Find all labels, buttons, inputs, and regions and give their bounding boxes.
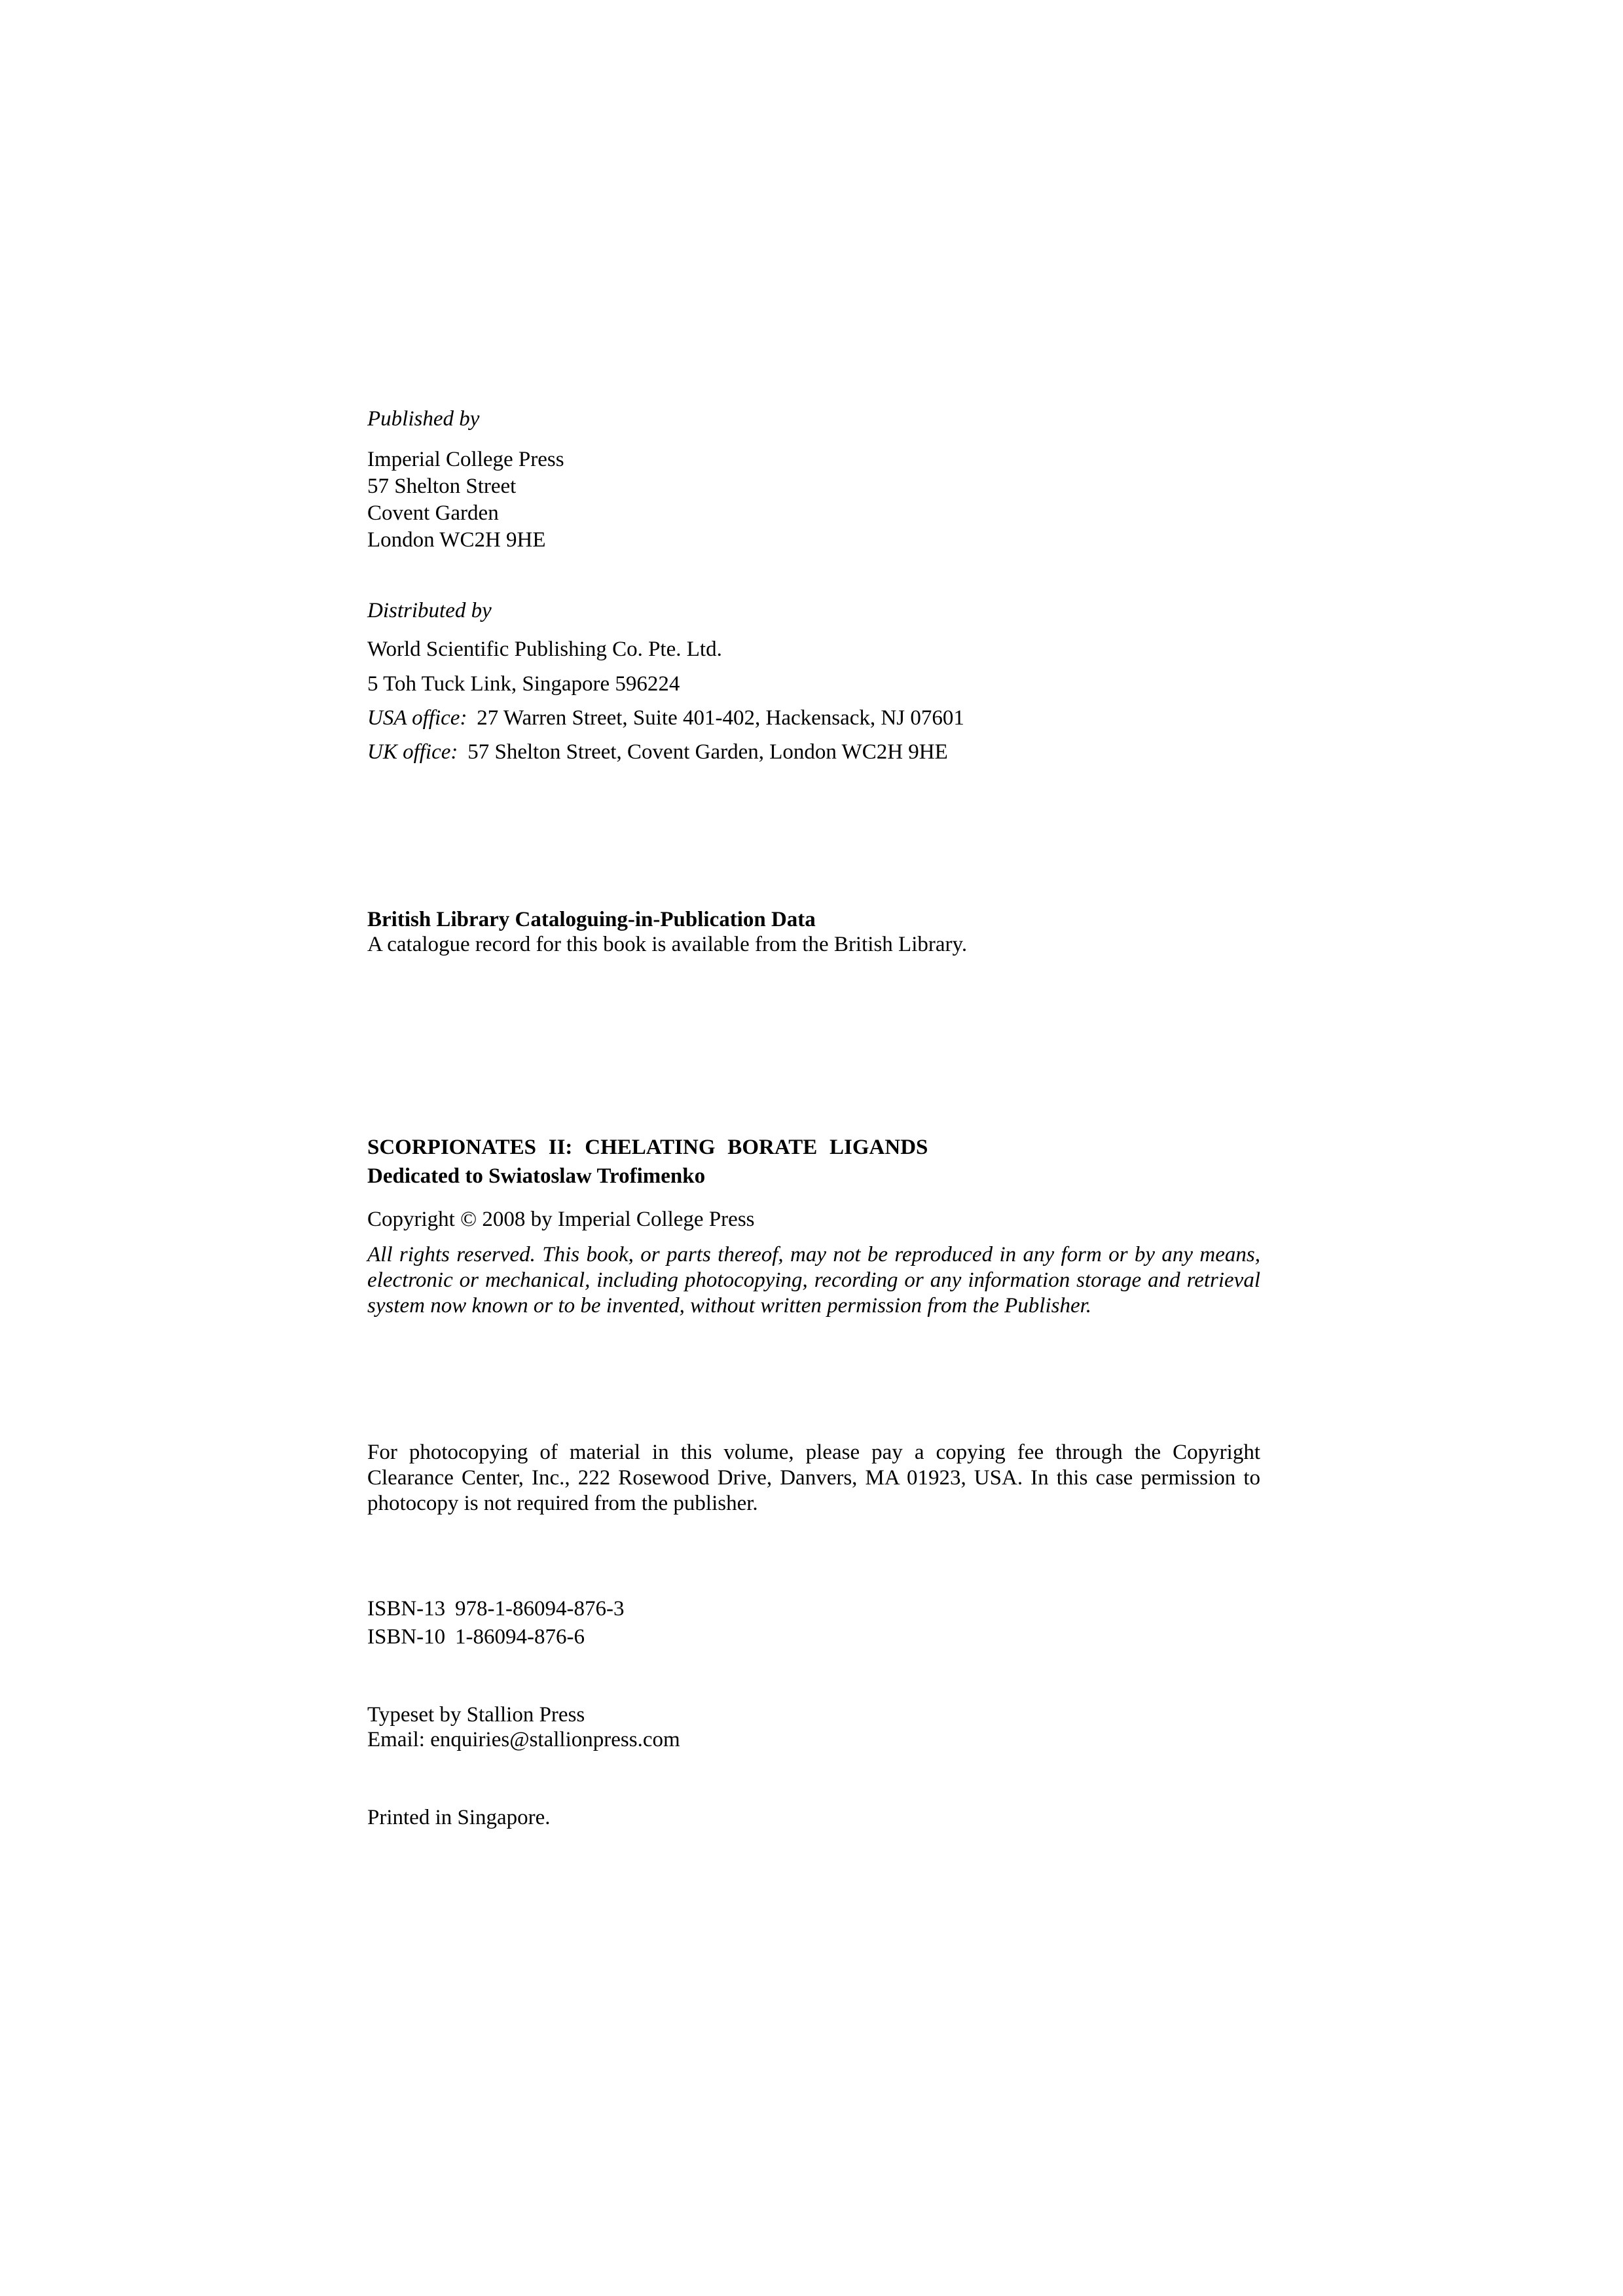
distributor-name: World Scientific Publishing Co. Pte. Ltd.	[367, 637, 722, 661]
all-rights-reserved-paragraph: All rights reserved. This book, or parts thereof, may not be reproduced in any form or by any means, electronic or mechanical, including photocopying, recording or any information storage and retrieval system now known or to be invented, without written permission from the Publisher.	[367, 1243, 1260, 1318]
distributor-address: 5 Toh Tuck Link, Singapore 596224	[367, 672, 680, 696]
copyright-line: Copyright © 2008 by Imperial College Press	[367, 1208, 755, 1231]
title-section	[367, 1133, 1260, 1191]
uk-office-line	[367, 739, 1260, 765]
uk-office-address: 57 Shelton Street, Covent Garden, London WC2H 9HE	[467, 740, 948, 764]
cataloguing-section	[367, 907, 1260, 957]
uk-office-label: UK office:	[367, 740, 458, 764]
typeset-email-line: Email: enquiries@stallionpress.com	[367, 1728, 680, 1751]
cataloguing-heading: British Library Cataloguing-in-Publication Data	[367, 908, 816, 931]
publisher-name: Imperial College Press	[367, 448, 564, 471]
cataloguing-text: A catalogue record for this book is available from the British Library.	[367, 933, 968, 956]
book-title: SCORPIONATES II: CHELATING BORATE LIGANDS	[367, 1136, 928, 1159]
isbn-10-value: 1-86094-876-6	[455, 1625, 585, 1649]
printed-in-line: Printed in Singapore.	[367, 1806, 551, 1829]
publisher-street: 57 Shelton Street	[367, 475, 517, 498]
publisher-address	[367, 446, 1260, 554]
isbn-13-label: ISBN-13	[367, 1597, 446, 1621]
isbn-13-line	[367, 1595, 1260, 1623]
usa-office-line	[367, 705, 1260, 731]
usa-office-address: 27 Warren Street, Suite 401-402, Hackensack, NJ 07601	[477, 706, 964, 730]
isbn-10-label: ISBN-10	[367, 1625, 446, 1649]
usa-office-label: USA office:	[367, 706, 467, 730]
publisher-city: London WC2H 9HE	[367, 528, 546, 552]
typeset-section	[367, 1702, 1260, 1752]
distributed-by-label: Distributed by	[367, 599, 492, 622]
publisher-district: Covent Garden	[367, 501, 499, 525]
photocopy-permission-paragraph: For photocopying of material in this volume, please pay a copying fee through the Copyright Clearance Center, Inc., 222 Rosewood Drive, Danvers, MA 01923, USA. In this case permission to photocopy is not required from the publisher.	[367, 1441, 1260, 1515]
dedication-line: Dedicated to Swiatoslaw Trofimenko	[367, 1164, 706, 1188]
isbn-13-value: 978-1-86094-876-3	[455, 1597, 625, 1621]
isbn-10-line	[367, 1623, 1260, 1651]
typeset-line: Typeset by Stallion Press	[367, 1703, 585, 1727]
isbn-section	[367, 1595, 1260, 1651]
published-by-label: Published by	[367, 407, 480, 431]
